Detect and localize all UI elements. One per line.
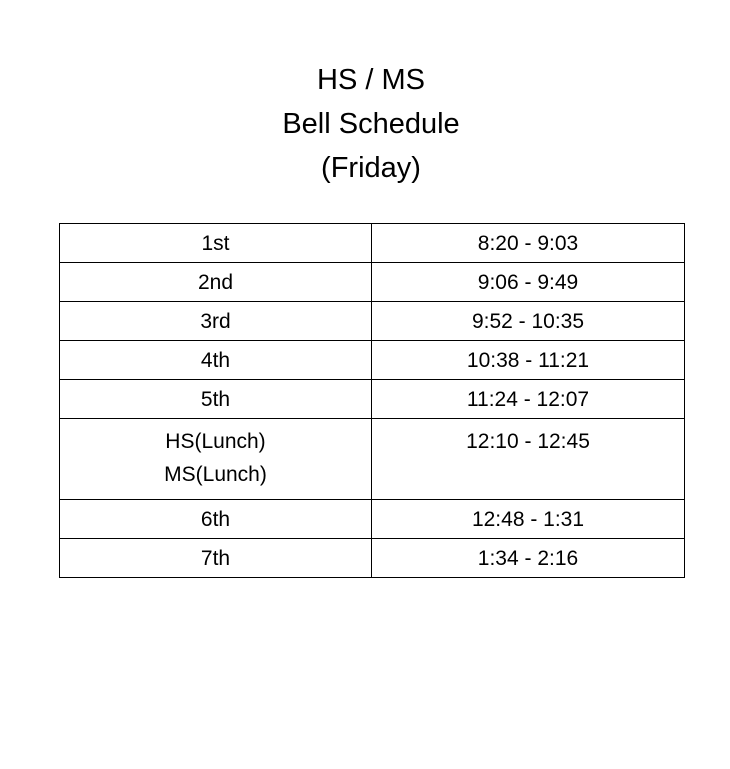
table-row xyxy=(60,263,685,302)
time-cell: 10:38 - 11:21 xyxy=(372,341,685,380)
time-cell: 1:34 - 2:16 xyxy=(372,539,685,578)
time-cell: 9:06 - 9:49 xyxy=(372,263,685,302)
period-cell xyxy=(60,539,372,578)
schedule-title xyxy=(0,58,730,190)
table-row xyxy=(60,341,685,380)
time-cell: 12:10 - 12:45 xyxy=(372,419,685,500)
period-cell xyxy=(60,263,372,302)
period-cell xyxy=(60,500,372,539)
period-label-ms-lunch: MS(Lunch) xyxy=(164,463,267,486)
time-cell: 12:48 - 1:31 xyxy=(372,500,685,539)
title-line-2: Bell Schedule xyxy=(282,108,460,140)
table-row xyxy=(60,224,685,263)
period-cell xyxy=(60,302,372,341)
period-cell xyxy=(60,419,372,500)
period-label: 7th xyxy=(200,547,231,570)
period-cell xyxy=(60,341,372,380)
period-label: 3rd xyxy=(200,310,231,333)
table-row xyxy=(60,539,685,578)
time-cell: 8:20 - 9:03 xyxy=(372,224,685,263)
period-label: 5th xyxy=(200,388,231,411)
period-label: 1st xyxy=(201,232,230,255)
period-label: 6th xyxy=(200,508,231,531)
time-cell: 11:24 - 12:07 xyxy=(372,380,685,419)
table-row xyxy=(60,500,685,539)
time-cell: 9:52 - 10:35 xyxy=(372,302,685,341)
period-cell xyxy=(60,380,372,419)
title-line-3: (Friday) xyxy=(321,152,421,184)
period-cell xyxy=(60,224,372,263)
bell-schedule-table xyxy=(59,223,685,578)
table-row xyxy=(60,419,685,500)
period-label: 2nd xyxy=(197,271,234,294)
period-label: 4th xyxy=(200,349,231,372)
table-row xyxy=(60,380,685,419)
table-row xyxy=(60,302,685,341)
title-line-1: HS / MS xyxy=(317,64,425,96)
period-label-hs-lunch: HS(Lunch) xyxy=(165,430,266,453)
